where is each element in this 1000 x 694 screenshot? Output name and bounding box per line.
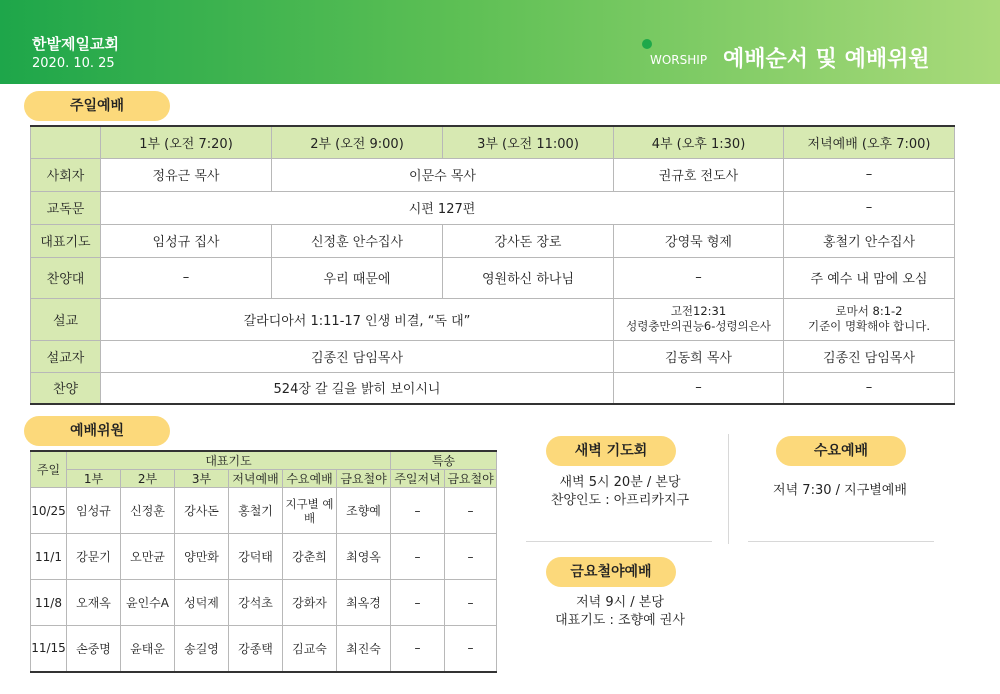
sermon-title: 성령충만의권능6-성령의은사 (626, 319, 771, 333)
table-cell: 강석초 (229, 580, 283, 626)
table-row (31, 534, 497, 580)
friday-pill: 금요철야예배 (546, 557, 676, 587)
dawn-prayer-info (520, 474, 720, 510)
table-cell: 시편 127편 (101, 191, 784, 224)
bulletin-date: 2020. 10. 25 (32, 56, 115, 71)
sermon-title: 기준이 명확해야 합니다. (807, 319, 931, 333)
column-header: 저녁예배 (오후 7:00) (784, 126, 955, 158)
church-name: 한밭제일교회 (32, 35, 119, 53)
table-cell: 김교숙 (283, 626, 337, 672)
column-header: 3부 (오전 11:00) (443, 126, 614, 158)
table-cell: 김종진 담임목사 (101, 340, 614, 372)
week-cell: 10/25 (31, 488, 67, 534)
table-cell (614, 298, 784, 340)
table-row (31, 626, 497, 672)
table-cell: 갈라디아서 1:11-17 인생 비결, “독 대” (101, 298, 614, 340)
table-cell: 최진숙 (337, 626, 391, 672)
table-cell: – (391, 580, 445, 626)
friday-info (520, 594, 720, 630)
table-cell: – (784, 191, 955, 224)
table-cell: – (391, 626, 445, 672)
corner-cell (31, 126, 101, 158)
sub-header: 2부 (121, 470, 175, 488)
table-cell: 송길영 (175, 626, 229, 672)
sub-header: 금요철야 (337, 470, 391, 488)
table-cell: 성덕제 (175, 580, 229, 626)
table-cell: 홍철기 안수집사 (784, 224, 955, 257)
table-cell: 손중명 (67, 626, 121, 672)
table-cell: 강사돈 (175, 488, 229, 534)
committee-table (30, 450, 497, 673)
table-cell: 윤인수A (121, 580, 175, 626)
table-cell: 정유근 목사 (101, 158, 272, 191)
table-cell: 이문수 목사 (272, 158, 614, 191)
table-cell: 김종진 담임목사 (784, 340, 955, 372)
column-header: 2부 (오전 9:00) (272, 126, 443, 158)
table-cell: 윤태운 (121, 626, 175, 672)
table-cell (784, 298, 955, 340)
table-cell: 오재옥 (67, 580, 121, 626)
week-header: 주일 (31, 451, 67, 488)
table-cell: 강춘희 (283, 534, 337, 580)
dawn-leader: 찬양인도 : 아프리카지구 (550, 493, 690, 508)
table-cell: 영원하신 하나님 (443, 257, 614, 298)
dot-icon (642, 39, 652, 49)
table-cell: 임성규 (67, 488, 121, 534)
table-cell: – (391, 488, 445, 534)
table-cell: 강덕태 (229, 534, 283, 580)
table-cell: – (391, 534, 445, 580)
table-cell: 양만화 (175, 534, 229, 580)
table-cell: 최옥경 (337, 580, 391, 626)
table-cell: 임성규 집사 (101, 224, 272, 257)
row-label-choir: 찬양대 (31, 257, 101, 298)
committee-pill: 예배위원 (24, 416, 170, 446)
column-header: 1부 (오전 7:20) (101, 126, 272, 158)
row-label-sermon: 설교 (31, 298, 101, 340)
table-cell: 신정훈 안수집사 (272, 224, 443, 257)
table-cell: 지구별 예배 (283, 488, 337, 534)
header-banner (0, 0, 1000, 84)
sub-header: 수요예배 (283, 470, 337, 488)
divider (748, 541, 934, 542)
table-row (31, 488, 497, 534)
sub-header: 저녁예배 (229, 470, 283, 488)
table-cell: – (445, 488, 497, 534)
table-cell: – (445, 626, 497, 672)
sermon-scripture: 고전12:31 (670, 304, 727, 318)
divider (728, 434, 729, 544)
table-cell: 강영묵 형제 (614, 224, 784, 257)
table-cell: 오만균 (121, 534, 175, 580)
sub-header: 금요철야 (445, 470, 497, 488)
table-cell: 홍철기 (229, 488, 283, 534)
table-cell: 김동희 목사 (614, 340, 784, 372)
wednesday-time: 저녁 7:30 / 지구별예배 (773, 483, 907, 498)
row-label-hymn: 찬양 (31, 372, 101, 404)
week-cell: 11/1 (31, 534, 67, 580)
table-cell: 권규호 전도사 (614, 158, 784, 191)
sub-header: 주일저녁 (391, 470, 445, 488)
worship-tag: WORSHIP (650, 53, 708, 67)
sunday-worship-table (30, 125, 955, 405)
wednesday-pill: 수요예배 (776, 436, 906, 466)
table-cell: – (614, 372, 784, 404)
table-cell: – (445, 580, 497, 626)
table-cell: – (445, 534, 497, 580)
table-row (31, 580, 497, 626)
table-cell: 524장 갈 길을 밝히 보이시니 (101, 372, 614, 404)
week-cell: 11/8 (31, 580, 67, 626)
table-cell: 조향예 (337, 488, 391, 534)
row-label-preacher: 설교자 (31, 340, 101, 372)
sub-header: 3부 (175, 470, 229, 488)
prayer-header: 대표기도 (67, 451, 391, 470)
friday-prayer: 대표기도 : 조향예 권사 (555, 613, 685, 628)
row-label-reading: 교독문 (31, 191, 101, 224)
table-cell: – (101, 257, 272, 298)
wednesday-info (740, 482, 940, 500)
week-cell: 11/15 (31, 626, 67, 672)
table-cell: – (784, 158, 955, 191)
sermon-scripture: 로마서 8:1-2 (835, 304, 903, 318)
special-header: 특송 (391, 451, 497, 470)
table-cell: – (614, 257, 784, 298)
table-cell: 우리 때문에 (272, 257, 443, 298)
table-cell: – (784, 372, 955, 404)
table-cell: 강사돈 장로 (443, 224, 614, 257)
table-cell: 최영옥 (337, 534, 391, 580)
row-label-presider: 사회자 (31, 158, 101, 191)
column-header: 4부 (오후 1:30) (614, 126, 784, 158)
page-title: 예배순서 및 예배위원 (723, 47, 930, 72)
table-cell: 강문기 (67, 534, 121, 580)
friday-time: 저녁 9시 / 본당 (576, 595, 664, 610)
dawn-prayer-pill: 새벽 기도회 (546, 436, 676, 466)
dawn-time: 새벽 5시 20분 / 본당 (559, 475, 681, 490)
table-cell: 주 예수 내 맘에 오심 (784, 257, 955, 298)
table-cell: 신정훈 (121, 488, 175, 534)
table-cell: 강화자 (283, 580, 337, 626)
divider (526, 541, 712, 542)
row-label-prayer: 대표기도 (31, 224, 101, 257)
table-cell: 강종택 (229, 626, 283, 672)
sub-header: 1부 (67, 470, 121, 488)
sunday-worship-pill: 주일예배 (24, 91, 170, 121)
